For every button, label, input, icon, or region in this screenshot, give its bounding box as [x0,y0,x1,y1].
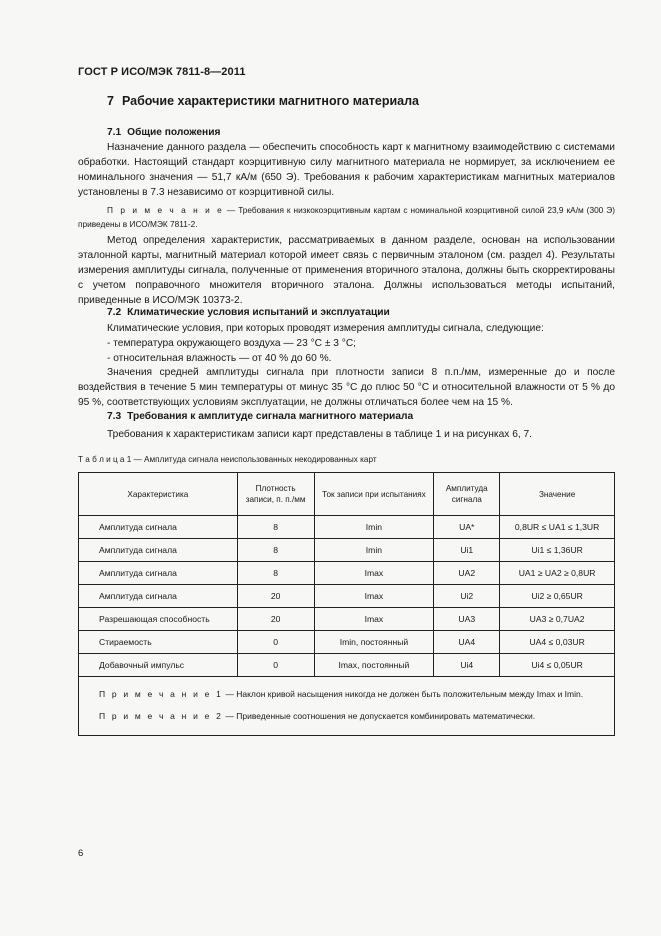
table-cell: Imax, постоянный [314,654,434,677]
column-header: Плотность записи, п. п./мм [237,473,314,516]
subsection-title: Требования к амплитуде сигнала магнитного материала [127,411,414,422]
table-cell: Ui1 [434,539,500,562]
section-heading [107,94,419,108]
table-cell: UA1 ≥ UA2 ≥ 0,8UR [500,562,615,585]
subsection-heading-7-2 [107,307,390,318]
table-cell: 0 [237,654,314,677]
table-cell: UA3 ≥ 0,7UA2 [500,608,615,631]
column-header: Ток записи при испытаниях [314,473,434,516]
table-row [79,516,615,539]
table-cell: Imin [314,539,434,562]
table-cell: Добавочный импульс [79,654,238,677]
table-row [79,539,615,562]
table-cell: Амплитуда сигнала [79,516,238,539]
table-cell: UA4 [434,631,500,654]
paragraph-purpose: Назначение данного раздела — обеспечить способность карт к магнитному взаимодействию с системами обработки. Настоящий стандарт коэрцитивную силу магнитного материала не нормирует, за исключением ее номинального значения — 51,7 кА/м (650 Э). Требования к рабочим характеристикам магнитных материалов установлены в 7.3 независимо от коэрцитивной силы. [78,142,615,198]
list-item: - температура окружающего воздуха — 23 °C ± 3 °C; [107,338,357,349]
table-notes [79,677,615,736]
table-cell: 20 [237,608,314,631]
table-cell: Ui4 [434,654,500,677]
table-cell: Ui1 ≤ 1,36UR [500,539,615,562]
table-caption: Т а б л и ц а 1 — Амплитуда сигнала неиспользованных некодированных карт [78,455,377,464]
paragraph-method: Метод определения характеристик, рассматриваемых в данном разделе, основан на использовании эталонной карты, магнитный материал которой имеет связь с первичным эталоном (см. раздел 4). Результаты измерения амплитуды сигнала, полученные от применения вторичного эталона, должны быть скорректированы с учетом поправочного множителя вторичного эталона. Должны использоваться методы испытаний, приведенные в ИСО/МЭК 10373-2. [78,235,615,306]
table-cell: 0,8UR ≤ UA1 ≤ 1,3UR [500,516,615,539]
table-cell: Стираемость [79,631,238,654]
note-text: — Приведенные соотношения не допускается комбинировать математически. [223,711,536,721]
table-row [79,631,615,654]
table-cell: Ui2 ≥ 0,65UR [500,585,615,608]
table-cell: UA* [434,516,500,539]
note-low-coercivity [78,203,615,231]
amplitude-table [78,472,615,736]
table-note-1 [99,683,594,705]
table-cell: Imin, постоянный [314,631,434,654]
table-cell: Imax [314,585,434,608]
note-text: — Наклон кривой насыщения никогда не должен быть положительным между Imax и Imin. [223,689,584,699]
table-cell: Амплитуда сигнала [79,539,238,562]
subsection-number: 7.3 [107,411,122,422]
list-item: - относительная влажность — от 40 % до 60 %. [107,353,332,364]
column-header: Характеристика [79,473,238,516]
table-cell: Разрешающая способность [79,608,238,631]
table-header-row [79,473,615,516]
table-cell: UA4 ≤ 0,03UR [500,631,615,654]
climate-conditions [107,321,544,366]
table-note-2 [99,705,594,727]
table-row [79,585,615,608]
table-cell: Ui4 ≤ 0,05UR [500,654,615,677]
document-header: ГОСТ Р ИСО/МЭК 7811-8—2011 [78,66,246,78]
table-cell: UA3 [434,608,500,631]
table-cell: Амплитуда сигнала [79,585,238,608]
table-cell: 8 [237,516,314,539]
table-row [79,608,615,631]
subsection-number: 7.2 [107,307,122,318]
page-number: 6 [78,848,84,859]
paragraph-amplitude-variation: Значения средней амплитуды сигнала при плотности записи 8 п.п./мм, измеренные до и после воздействия в течение 5 мин температуры от минус 35 °C до плюс 50 °C и относительной влажности от 5 % до 95 %, соответствующих условиям эксплуатации, не должны отличаться более чем на 15 %. [78,367,615,408]
table-cell: 8 [237,539,314,562]
section-number: 7 [107,94,114,108]
subsection-title: Общие положения [127,127,221,138]
table-cell: Imax [314,608,434,631]
climate-intro: Климатические условия, при которых проводят измерения амплитуды сигнала, следующие: [107,323,544,334]
note-label: П р и м е ч а н и е 2 [99,711,224,721]
subsection-heading-7-3 [107,411,413,422]
table-cell: Imax [314,562,434,585]
table-row [79,654,615,677]
subsection-title: Климатические условия испытаний и эксплуатации [127,307,390,318]
table-cell: 0 [237,631,314,654]
table-notes-row [79,677,615,736]
table-cell: Ui2 [434,585,500,608]
column-header: Амплитуда сигнала [434,473,500,516]
note-text: — Требования к низкокоэрцитивным картам с номинальной коэрцитивной силой 23,9 кА/м (300 Э) приведены в ИСО/МЭК 7811-2. [78,205,615,229]
note-label: П р и м е ч а н и е 1 [99,689,224,699]
table-cell: Imin [314,516,434,539]
note-label: П р и м е ч а н и е [107,205,224,215]
table-cell: 20 [237,585,314,608]
table-row [79,562,615,585]
table-cell: 8 [237,562,314,585]
subsection-number: 7.1 [107,127,122,138]
subsection-heading-7-1 [107,127,220,138]
paragraph-table-reference: Требования к характеристикам записи карт представлены в таблице 1 и на рисунках 6, 7. [107,429,533,440]
table-cell: UA2 [434,562,500,585]
column-header: Значение [500,473,615,516]
table-cell: Амплитуда сигнала [79,562,238,585]
section-title: Рабочие характеристики магнитного материала [121,94,420,108]
